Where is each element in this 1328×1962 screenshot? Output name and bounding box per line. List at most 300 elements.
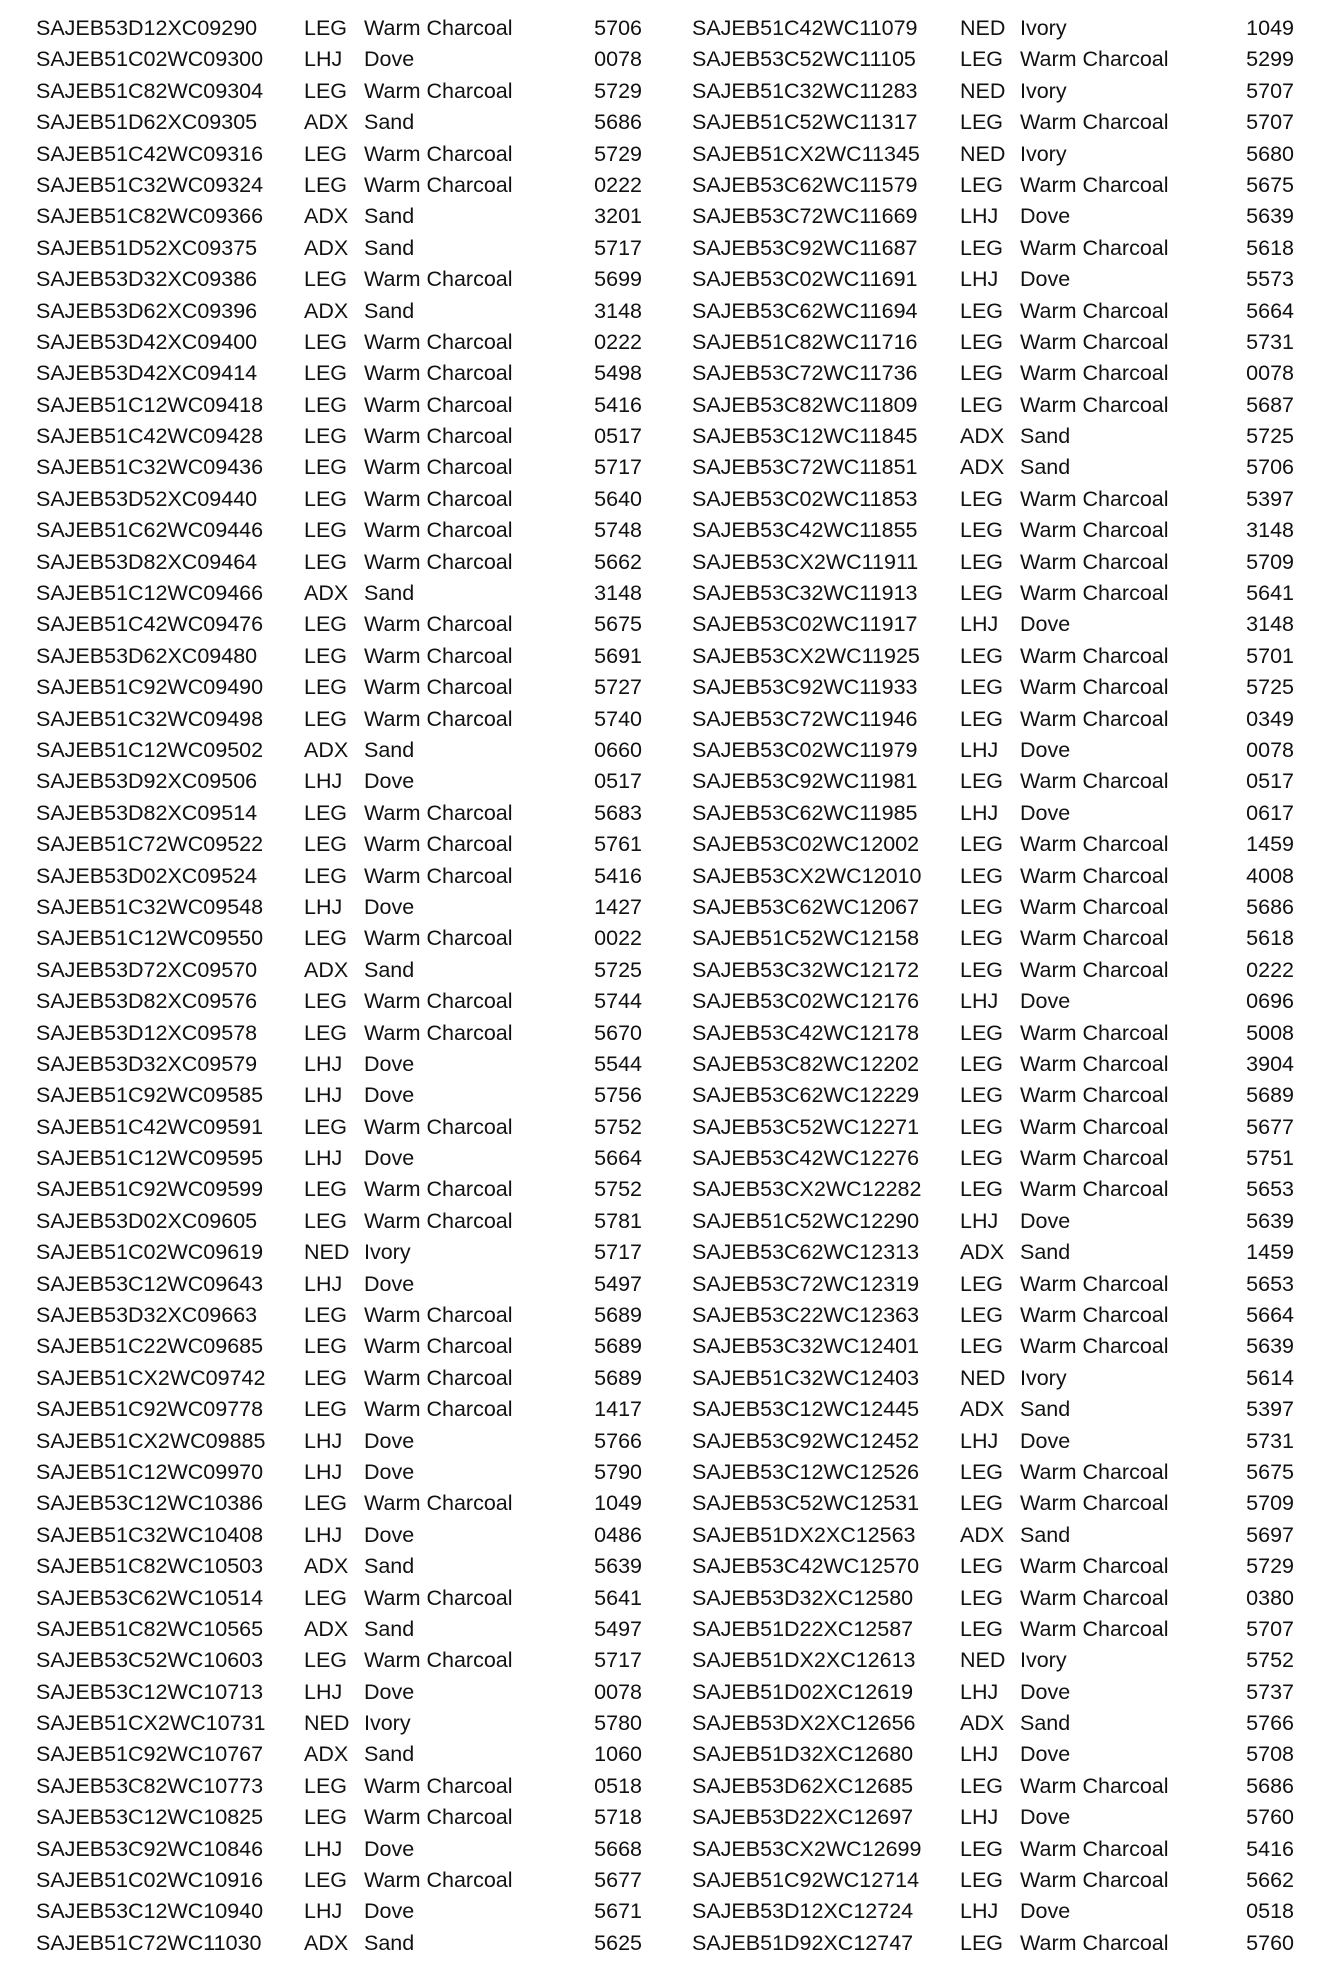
vin-number: SAJEB51C02WC10916 — [36, 1868, 264, 1893]
table-row — [692, 1928, 1294, 1959]
vin-number: SAJEB51C32WC09324 — [36, 172, 264, 197]
trim-code: LEG — [304, 392, 348, 417]
vin-number: SAJEB53D42XC09414 — [36, 361, 258, 386]
table-row — [36, 201, 642, 232]
trim-code: LEG — [960, 1271, 1004, 1296]
trim-code: LHJ — [960, 737, 999, 762]
trim-code: LEG — [304, 361, 348, 386]
trim-color: Sand — [364, 1930, 415, 1955]
record-number: 5699 — [594, 267, 642, 292]
table-row — [36, 44, 642, 75]
vin-number: SAJEB53C42WC12178 — [692, 1020, 920, 1045]
record-number: 5639 — [1246, 1334, 1294, 1359]
trim-code: ADX — [304, 1554, 349, 1579]
record-number: 5416 — [1246, 1836, 1294, 1861]
trim-code: ADX — [960, 424, 1005, 449]
trim-code: ADX — [960, 1711, 1005, 1736]
trim-code: LEG — [304, 1585, 348, 1610]
record-number: 5697 — [1246, 1522, 1294, 1547]
record-number: 5701 — [1246, 643, 1294, 668]
record-number: 5707 — [1246, 1616, 1294, 1641]
record-number: 0022 — [594, 926, 642, 951]
record-number: 5670 — [594, 1020, 642, 1045]
trim-code: ADX — [304, 235, 349, 260]
vin-number: SAJEB53D52XC09440 — [36, 486, 258, 511]
vin-number: SAJEB53C42WC12276 — [692, 1146, 920, 1171]
trim-code: ADX — [304, 1742, 349, 1767]
record-number: 0517 — [594, 424, 642, 449]
table-row — [36, 1708, 642, 1739]
trim-color: Warm Charcoal — [1020, 1083, 1169, 1108]
record-number: 5781 — [594, 1208, 642, 1233]
trim-color: Warm Charcoal — [1020, 1177, 1169, 1202]
trim-color: Warm Charcoal — [364, 706, 513, 731]
vin-number: SAJEB53CX2WC12699 — [692, 1836, 922, 1861]
trim-color: Warm Charcoal — [364, 329, 513, 354]
table-row — [692, 1551, 1294, 1582]
record-number: 5497 — [594, 1271, 642, 1296]
trim-code: LEG — [960, 47, 1004, 72]
table-row — [36, 1143, 642, 1174]
record-number: 5662 — [594, 549, 642, 574]
vin-number: SAJEB51C42WC09591 — [36, 1114, 264, 1139]
record-number: 5686 — [594, 110, 642, 135]
vin-number: SAJEB51C42WC09476 — [36, 612, 264, 637]
table-row — [36, 1928, 642, 1959]
trim-color: Warm Charcoal — [1020, 1491, 1169, 1516]
record-number: 5640 — [594, 486, 642, 511]
trim-color: Dove — [1020, 612, 1071, 637]
vin-number: SAJEB53D32XC12580 — [692, 1585, 914, 1610]
vin-number: SAJEB53C72WC11736 — [692, 361, 918, 386]
trim-color: Warm Charcoal — [364, 1491, 513, 1516]
trim-code: LEG — [960, 1491, 1004, 1516]
record-number: 5683 — [594, 800, 642, 825]
trim-code: LEG — [960, 298, 1004, 323]
vin-number: SAJEB53C92WC11933 — [692, 675, 918, 700]
trim-code: LEG — [960, 518, 1004, 543]
table-row — [692, 829, 1294, 860]
table-row — [692, 955, 1294, 986]
record-number: 5641 — [594, 1585, 642, 1610]
trim-code: LEG — [304, 172, 348, 197]
trim-color: Warm Charcoal — [1020, 1930, 1169, 1955]
trim-code: ADX — [304, 298, 349, 323]
trim-color: Warm Charcoal — [1020, 926, 1169, 951]
trim-color: Warm Charcoal — [1020, 235, 1169, 260]
record-number: 5639 — [594, 1554, 642, 1579]
trim-color: Warm Charcoal — [1020, 643, 1169, 668]
trim-color: Warm Charcoal — [1020, 706, 1169, 731]
record-number: 5639 — [1246, 204, 1294, 229]
vin-number: SAJEB53C02WC12002 — [692, 832, 920, 857]
trim-color: Warm Charcoal — [364, 1397, 513, 1422]
trim-color: Ivory — [1020, 1648, 1067, 1673]
table-row — [36, 327, 642, 358]
vin-number: SAJEB53D72XC09570 — [36, 957, 258, 982]
trim-code: LEG — [960, 1554, 1004, 1579]
trim-code: LEG — [960, 392, 1004, 417]
table-row — [692, 1865, 1294, 1896]
table-row — [692, 390, 1294, 421]
trim-color: Warm Charcoal — [364, 1868, 513, 1893]
trim-code: LEG — [960, 1146, 1004, 1171]
trim-color: Warm Charcoal — [1020, 392, 1169, 417]
record-number: 5689 — [594, 1365, 642, 1390]
record-number: 5744 — [594, 989, 642, 1014]
record-number: 5707 — [1246, 110, 1294, 135]
vin-number: SAJEB53C12WC10940 — [36, 1899, 264, 1924]
trim-color: Warm Charcoal — [364, 1208, 513, 1233]
record-number: 5664 — [1246, 298, 1294, 323]
record-number: 5706 — [1246, 455, 1294, 480]
trim-color: Warm Charcoal — [364, 926, 513, 951]
trim-code: LEG — [960, 1303, 1004, 1328]
record-number: 5727 — [594, 675, 642, 700]
vin-number: SAJEB51CX2WC09742 — [36, 1365, 266, 1390]
vin-number: SAJEB51C32WC12403 — [692, 1365, 920, 1390]
vin-number: SAJEB53C32WC12401 — [692, 1334, 920, 1359]
trim-code: LEG — [960, 1334, 1004, 1359]
record-number: 1049 — [594, 1491, 642, 1516]
vin-number: SAJEB53D62XC09480 — [36, 643, 258, 668]
table-row — [692, 704, 1294, 735]
record-number: 5668 — [594, 1836, 642, 1861]
trim-code: LEG — [960, 926, 1004, 951]
table-row — [692, 986, 1294, 1017]
table-row — [692, 1614, 1294, 1645]
vin-number: SAJEB51C52WC11317 — [692, 110, 918, 135]
table-row — [36, 672, 642, 703]
table-row — [36, 1834, 642, 1865]
table-row — [692, 1237, 1294, 1268]
table-row — [692, 1080, 1294, 1111]
trim-code: LEG — [960, 581, 1004, 606]
trim-code: LEG — [304, 926, 348, 951]
record-number: 1417 — [594, 1397, 642, 1422]
record-number: 5397 — [1246, 486, 1294, 511]
trim-code: LEG — [304, 989, 348, 1014]
trim-color: Dove — [364, 1271, 415, 1296]
table-row — [692, 766, 1294, 797]
trim-code: LEG — [304, 1177, 348, 1202]
vin-number: SAJEB53C32WC12172 — [692, 957, 920, 982]
table-row — [36, 139, 642, 170]
vin-number: SAJEB51C32WC11283 — [692, 78, 918, 103]
table-row — [692, 1394, 1294, 1425]
trim-code: LEG — [304, 1365, 348, 1390]
trim-color: Dove — [1020, 989, 1071, 1014]
table-row — [692, 13, 1294, 44]
vin-number: SAJEB51C82WC09304 — [36, 78, 264, 103]
vin-number: SAJEB53C02WC11979 — [692, 737, 918, 762]
trim-color: Sand — [1020, 1240, 1071, 1265]
trim-code: LHJ — [304, 769, 343, 794]
record-number: 5664 — [594, 1146, 642, 1171]
record-number: 5752 — [594, 1114, 642, 1139]
record-number: 4008 — [1246, 863, 1294, 888]
trim-color: Warm Charcoal — [1020, 1114, 1169, 1139]
trim-code: LEG — [304, 1020, 348, 1045]
trim-color: Warm Charcoal — [1020, 675, 1169, 700]
table-row — [692, 1739, 1294, 1770]
vin-number: SAJEB53C62WC11579 — [692, 172, 918, 197]
record-number: 5653 — [1246, 1177, 1294, 1202]
vin-number: SAJEB53C82WC11809 — [692, 392, 918, 417]
record-number: 5416 — [594, 392, 642, 417]
record-number: 5717 — [594, 1648, 642, 1673]
table-row — [36, 955, 642, 986]
trim-code: LHJ — [960, 267, 999, 292]
trim-color: Dove — [1020, 800, 1071, 825]
vin-number: SAJEB53C92WC11981 — [692, 769, 918, 794]
record-number: 5780 — [594, 1711, 642, 1736]
trim-code: LEG — [960, 1114, 1004, 1139]
record-number: 5689 — [594, 1303, 642, 1328]
vin-number: SAJEB53C62WC11694 — [692, 298, 918, 323]
record-number: 5008 — [1246, 1020, 1294, 1045]
trim-code: LEG — [960, 769, 1004, 794]
vin-number: SAJEB53C12WC10713 — [36, 1679, 264, 1704]
trim-code: LEG — [960, 706, 1004, 731]
trim-color: Sand — [364, 204, 415, 229]
trim-color: Warm Charcoal — [364, 800, 513, 825]
trim-code: ADX — [304, 581, 349, 606]
trim-code: LEG — [960, 1930, 1004, 1955]
record-number: 5299 — [1246, 47, 1294, 72]
table-row — [36, 1771, 642, 1802]
trim-code: ADX — [304, 110, 349, 135]
record-number: 5618 — [1246, 926, 1294, 951]
table-row — [692, 1645, 1294, 1676]
vin-number: SAJEB53C42WC12570 — [692, 1554, 920, 1579]
record-number: 1427 — [594, 894, 642, 919]
trim-color: Dove — [364, 1146, 415, 1171]
table-row — [36, 798, 642, 829]
table-row — [692, 264, 1294, 295]
vin-number: SAJEB51C82WC11716 — [692, 329, 918, 354]
vin-number: SAJEB51C92WC09490 — [36, 675, 264, 700]
trim-color: Ivory — [1020, 1365, 1067, 1390]
vin-number: SAJEB51C02WC09300 — [36, 47, 264, 72]
trim-code: LHJ — [960, 1208, 999, 1233]
table-row — [36, 1614, 642, 1645]
table-row — [692, 923, 1294, 954]
table-row — [692, 1488, 1294, 1519]
trim-color: Dove — [1020, 1679, 1071, 1704]
trim-code: ADX — [304, 737, 349, 762]
record-number: 0222 — [1246, 957, 1294, 982]
table-row — [692, 452, 1294, 483]
record-number: 5677 — [1246, 1114, 1294, 1139]
vin-number: SAJEB51C12WC09970 — [36, 1459, 264, 1484]
trim-code: LEG — [304, 1208, 348, 1233]
trim-code: LHJ — [960, 612, 999, 637]
trim-color: Dove — [364, 1679, 415, 1704]
vin-number: SAJEB51C92WC09585 — [36, 1083, 264, 1108]
vin-number: SAJEB51C62WC09446 — [36, 518, 264, 543]
vin-number: SAJEB53C02WC11853 — [692, 486, 918, 511]
vin-number: SAJEB53CX2WC12010 — [692, 863, 922, 888]
record-number: 5686 — [1246, 894, 1294, 919]
trim-color: Dove — [1020, 1208, 1071, 1233]
table-row — [692, 1331, 1294, 1362]
vin-number: SAJEB53C52WC12271 — [692, 1114, 920, 1139]
record-number: 0078 — [594, 47, 642, 72]
trim-code: LEG — [960, 1868, 1004, 1893]
trim-code: LEG — [960, 486, 1004, 511]
vin-number: SAJEB53C52WC11105 — [692, 47, 916, 72]
vin-number: SAJEB51D92XC12747 — [692, 1930, 914, 1955]
vin-number: SAJEB53C02WC11691 — [692, 267, 918, 292]
trim-color: Dove — [364, 1428, 415, 1453]
vin-number: SAJEB53C92WC12452 — [692, 1428, 920, 1453]
trim-color: Warm Charcoal — [364, 455, 513, 480]
trim-color: Ivory — [364, 1240, 411, 1265]
table-row — [692, 1300, 1294, 1331]
trim-code: LEG — [960, 1616, 1004, 1641]
trim-code: LHJ — [304, 894, 343, 919]
vin-number: SAJEB51C82WC10503 — [36, 1554, 264, 1579]
trim-code: NED — [304, 1711, 350, 1736]
trim-color: Warm Charcoal — [1020, 1303, 1169, 1328]
table-row — [36, 390, 642, 421]
trim-color: Warm Charcoal — [1020, 957, 1169, 982]
table-row — [692, 578, 1294, 609]
record-number: 0486 — [594, 1522, 642, 1547]
trim-code: ADX — [960, 1240, 1005, 1265]
table-row — [692, 609, 1294, 640]
record-number: 5573 — [1246, 267, 1294, 292]
record-number: 5397 — [1246, 1397, 1294, 1422]
table-row — [36, 923, 642, 954]
trim-color: Warm Charcoal — [1020, 549, 1169, 574]
table-row — [692, 798, 1294, 829]
record-number: 3201 — [594, 204, 642, 229]
table-row — [36, 1018, 642, 1049]
vin-number: SAJEB53D02XC09605 — [36, 1208, 258, 1233]
trim-color: Dove — [364, 47, 415, 72]
vin-number: SAJEB51C82WC09366 — [36, 204, 264, 229]
trim-code: LEG — [304, 675, 348, 700]
record-number: 5748 — [594, 518, 642, 543]
trim-color: Warm Charcoal — [364, 1773, 513, 1798]
table-row — [692, 1520, 1294, 1551]
vin-number: SAJEB53C32WC11913 — [692, 581, 918, 606]
trim-code: LEG — [304, 486, 348, 511]
trim-code: LEG — [304, 800, 348, 825]
record-number: 1459 — [1246, 1240, 1294, 1265]
table-row — [692, 641, 1294, 672]
vin-number: SAJEB53D32XC09579 — [36, 1051, 258, 1076]
table-row — [36, 1865, 642, 1896]
trim-code: LEG — [960, 1177, 1004, 1202]
table-row — [692, 1174, 1294, 1205]
trim-color: Warm Charcoal — [1020, 1554, 1169, 1579]
vin-number: SAJEB51DX2XC12563 — [692, 1522, 916, 1547]
trim-color: Warm Charcoal — [1020, 1773, 1169, 1798]
record-number: 5718 — [594, 1805, 642, 1830]
trim-color: Warm Charcoal — [1020, 1585, 1169, 1610]
trim-code: LEG — [304, 1114, 348, 1139]
record-number: 3148 — [594, 298, 642, 323]
record-number: 5708 — [1246, 1742, 1294, 1767]
vin-number: SAJEB51D32XC12680 — [692, 1742, 914, 1767]
trim-color: Dove — [1020, 1742, 1071, 1767]
trim-color: Dove — [364, 1899, 415, 1924]
record-number: 0696 — [1246, 989, 1294, 1014]
trim-color: Warm Charcoal — [1020, 110, 1169, 135]
trim-code: LHJ — [304, 1146, 343, 1171]
trim-code: LHJ — [960, 1899, 999, 1924]
record-number: 5729 — [594, 141, 642, 166]
table-row — [692, 547, 1294, 578]
table-row — [36, 1331, 642, 1362]
record-number: 5497 — [594, 1616, 642, 1641]
table-row — [36, 578, 642, 609]
vin-number: SAJEB53C72WC11669 — [692, 204, 918, 229]
record-number: 5544 — [594, 1051, 642, 1076]
trim-code: LEG — [960, 1836, 1004, 1861]
table-row — [36, 13, 642, 44]
trim-color: Warm Charcoal — [1020, 1146, 1169, 1171]
table-row — [36, 861, 642, 892]
trim-color: Dove — [364, 769, 415, 794]
trim-code: LHJ — [960, 800, 999, 825]
vin-number: SAJEB53C12WC10825 — [36, 1805, 264, 1830]
table-row — [692, 1802, 1294, 1833]
trim-color: Warm Charcoal — [364, 486, 513, 511]
trim-code: LEG — [304, 267, 348, 292]
trim-code: NED — [304, 1240, 350, 1265]
table-row — [692, 1457, 1294, 1488]
trim-color: Warm Charcoal — [1020, 863, 1169, 888]
trim-code: LEG — [960, 361, 1004, 386]
trim-color: Warm Charcoal — [364, 518, 513, 543]
table-row — [692, 1426, 1294, 1457]
record-number: 0518 — [594, 1773, 642, 1798]
vin-number: SAJEB53C12WC11845 — [692, 424, 918, 449]
trim-color: Dove — [1020, 1428, 1071, 1453]
trim-color: Dove — [1020, 737, 1071, 762]
table-row — [36, 1739, 642, 1770]
trim-code: LEG — [960, 1083, 1004, 1108]
table-row — [36, 1488, 642, 1519]
trim-color: Dove — [1020, 1805, 1071, 1830]
table-row — [692, 1896, 1294, 1927]
trim-color: Warm Charcoal — [364, 392, 513, 417]
trim-code: LEG — [960, 894, 1004, 919]
record-number: 5752 — [1246, 1648, 1294, 1673]
table-row — [692, 1677, 1294, 1708]
trim-code: LEG — [960, 957, 1004, 982]
table-row — [36, 421, 642, 452]
table-row — [36, 704, 642, 735]
record-number: 5639 — [1246, 1208, 1294, 1233]
record-number: 5725 — [1246, 675, 1294, 700]
record-number: 5766 — [1246, 1711, 1294, 1736]
table-row — [36, 452, 642, 483]
table-row — [692, 484, 1294, 515]
vin-number: SAJEB53C82WC12202 — [692, 1051, 920, 1076]
trim-color: Warm Charcoal — [1020, 172, 1169, 197]
trim-color: Sand — [1020, 1397, 1071, 1422]
trim-color: Sand — [1020, 1522, 1071, 1547]
trim-code: LEG — [304, 863, 348, 888]
record-number: 0380 — [1246, 1585, 1294, 1610]
trim-color: Warm Charcoal — [364, 1648, 513, 1673]
table-row — [692, 44, 1294, 75]
